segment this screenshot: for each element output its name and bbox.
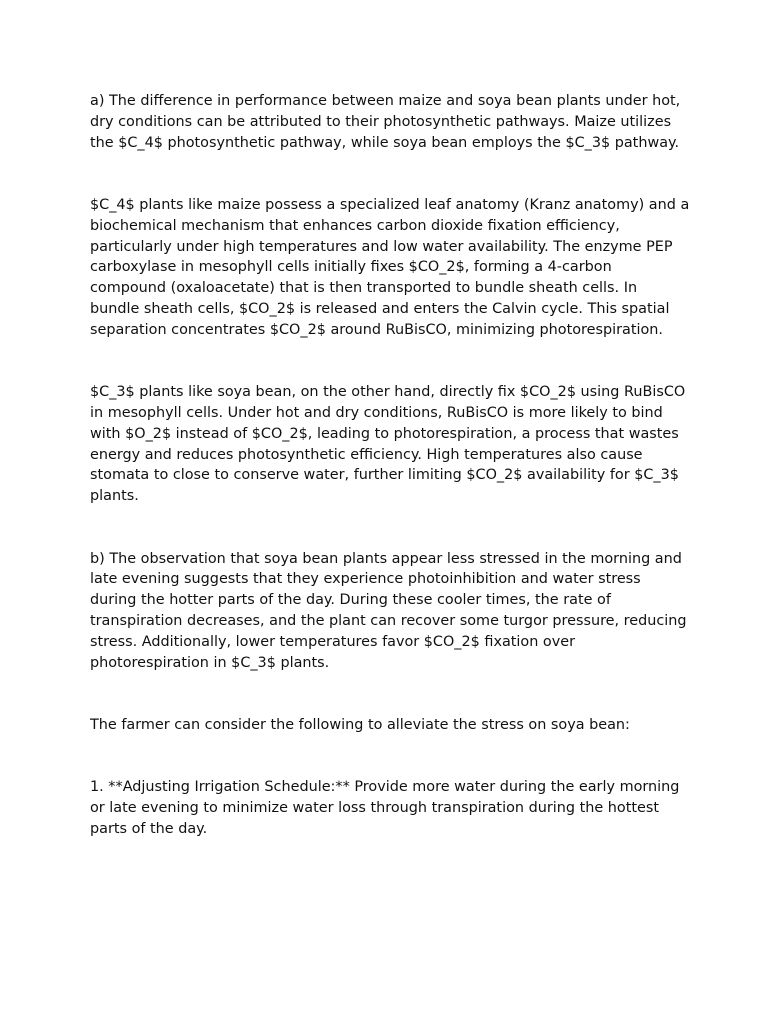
paragraph-c4-plants: $C_4$ plants like maize possess a specialized leaf anatomy (Kranz anatomy) and a biochemical mechanism that enhances carbon dioxide fixation efficiency, particularly under high temperatures and low water availability. The enzyme PEP carboxylase in mesophyll cells initially fixes $CO_2$, forming a 4-carbon compound (oxaloacetate) that is then transported to bundle sheath cells. In bundle sheath cells, $CO_2$ is released and enters the Calvin cycle. This spatial separation concentrates $CO_2$ around RuBisCO, minimizing photorespiration. [90,196,690,338]
paragraph-c3-plants: $C_3$ plants like soya bean, on the other hand, directly fix $CO_2$ using RuBisCO in mesophyll cells. Under hot and dry conditions, RuBisCO is more likely to bind with $O_2$ instead of $CO_2$, leading to photorespiration, a process that wastes energy and reduces photosynthetic efficiency. High temperatures also cause stomata to close to conserve water, further limiting $CO_2$ availability for $C_3$ plants. [90,384,686,505]
paragraph-irrigation-item: 1. **Adjusting Irrigation Schedule:** Provide more water during the early morning or late evening to minimize water loss through transpiration during the hottest parts of the day. [90,779,680,837]
paragraph-part-a-intro: a) The difference in performance between maize and soya bean plants under hot, dry conditions can be attributed to their photosynthetic pathways. Maize utilizes the $C_4$ photosynthetic pathway, while soya bean employs the $C_3$ pathway. [90,93,681,151]
paragraph-farmer-intro: The farmer can consider the following to alleviate the stress on soya bean: [90,716,630,733]
document-body [90,91,690,840]
paragraph-part-b-observation: b) The observation that soya bean plants appear less stressed in the morning and late evening suggests that they experience photoinhibition and water stress during the hotter parts of the day. During these cooler times, the rate of transpiration decreases, and the plant can recover some turgor pressure, reducing stress. Additionally, lower temperatures favor $CO_2$ fixation over photorespiration in $C_3$ plants. [90,550,687,671]
